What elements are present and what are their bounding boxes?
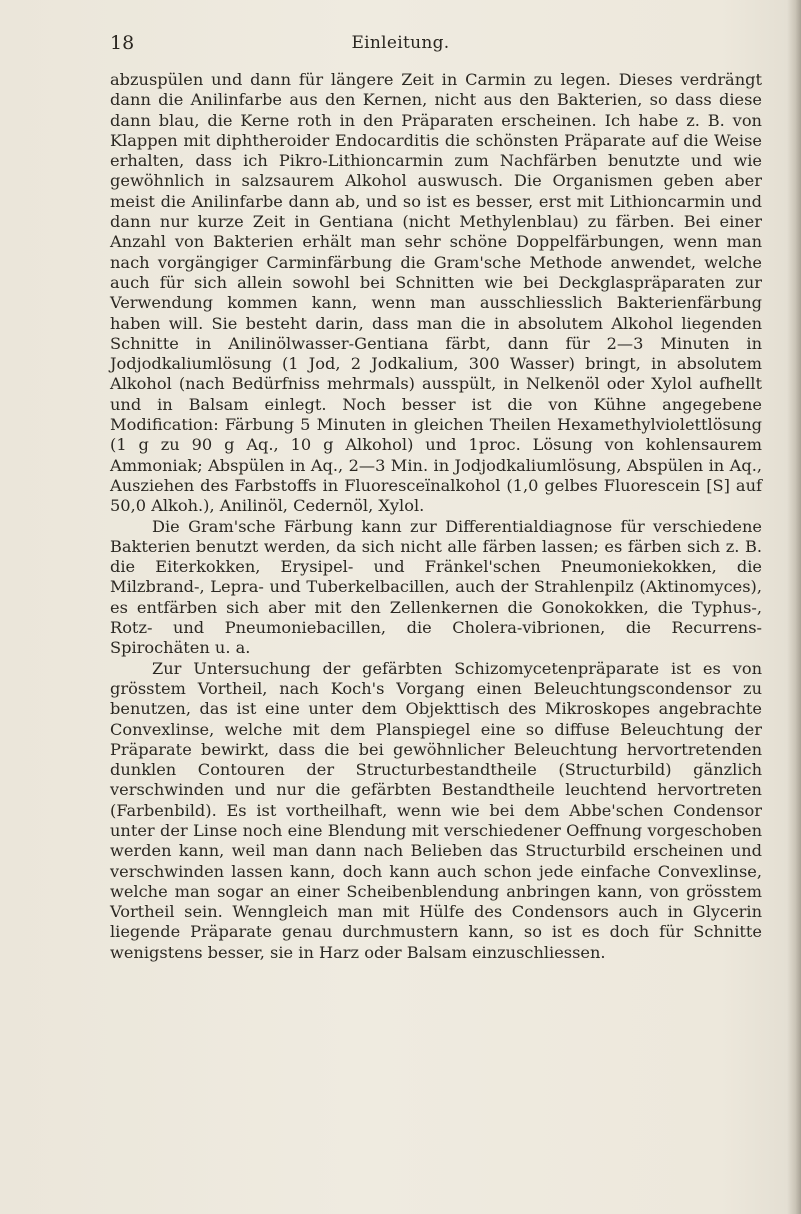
page-header: [0, 28, 801, 58]
paragraph: Die Gram'sche Färbung kann zur Differentialdiagnose für verschiedene Bakterien benutzt werden, da sich nicht alle färben lassen; es färben sich z. B. die Eiterkokken, Erysipel- und Fränkel'schen Pneumoniekokken, die Milzbrand-, Lepra- und Tuberkelbacillen, auch der Strahlenpilz (Aktinomyces), es entfärben sich aber mit den Zellenkernen die Gonokokken, die Typhus-, Rotz- und Pneumoniebacillen, die Cholera-vibrionen, die Recurrens-Spirochäten u. a.: [110, 516, 762, 658]
running-head: Einleitung.: [351, 33, 450, 53]
page-number: 18: [110, 32, 135, 54]
paragraph: abzuspülen und dann für längere Zeit in Carmin zu legen. Dieses verdrängt dann die Anilinfarbe aus den Kernen, nicht aus den Bakterien, so dass diese dann blau, die Kerne roth in den Präparaten erscheinen. Ich habe z. B. von Klappen mit diphtheroider Endocarditis die schönsten Präparate auf die Weise erhalten, dass ich Pikro-Lithioncarmin zum Nachfärben benutzte und wie gewöhnlich in salzsaurem Alkohol auswusch. Die Organismen geben aber meist die Anilinfarbe dann ab, und so ist es besser, erst mit Lithioncarmin und dann nur kurze Zeit in Gentiana (nicht Methylenblau) zu färben. Bei einer Anzahl von Bakterien erhält man sehr schöne Doppelfärbungen, wenn man nach vorgängiger Carminfärbung die Gram'sche Methode anwendet, welche auch für sich allein sowohl bei Schnitten wie bei Deckglaspräparaten zur Verwendung kommen kann, wenn man ausschliesslich Bakterienfärbung haben will. Sie besteht darin, dass man die in absolutem Alkohol liegenden Schnitte in Anilinölwasser-Gentiana färbt, dann für 2—3 Minuten in Jodjodkaliumlösung (1 Jod, 2 Jodkalium, 300 Wasser) bringt, in absolutem Alkohol (nach Bedürfniss mehrmals) ausspült, in Nelkenöl oder Xylol aufhellt und in Balsam einlegt. Noch besser ist die von Kühne angegebene Modification: Färbung 5 Minuten in gleichen Theilen Hexamethylviolettlösung (1 g zu 90 g Aq., 10 g Alkohol) und 1proc. Lösung von kohlensaurem Ammoniak; Abspülen in Aq., 2—3 Min. in Jodjodkaliumlösung, Abspülen in Aq., Ausziehen des Farbstoffs in Fluoresceïnalkohol (1,0 gelbes Fluorescein [S] auf 50,0 Alkoh.), Anilinöl, Cedernöl, Xylol.: [110, 70, 762, 516]
paragraph: Zur Untersuchung der gefärbten Schizomycetenpräparate ist es von grösstem Vortheil, nach Koch's Vorgang einen Beleuchtungscondensor zu benutzen, das ist eine unter dem Objekttisch des Mikroskopes angebrachte Convexlinse, welche mit dem Planspiegel eine so diffuse Beleuchtung der Präparate bewirkt, dass die bei gewöhnlicher Beleuchtung hervortretenden dunklen Contouren der Structurbestandtheile (Structurbild) gänzlich verschwinden und nur die gefärbten Bestandtheile leuchtend hervortreten (Farbenbild). Es ist vortheilhaft, wenn wie bei dem Abbe'schen Condensor unter der Linse noch eine Blendung mit verschiedener Oeffnung vorgeschoben werden kann, weil man dann nach Belieben das Structurbild erscheinen und verschwinden lassen kann, doch kann auch schon jede einfache Convexlinse, welche man sogar an einer Scheibenblendung anbringen kann, von grösstem Vortheil sein. Wenngleich man mit Hülfe des Condensors auch in Glycerin liegende Präparate genau durchmustern kann, so ist es doch für Schnitte wenigstens besser, sie in Harz oder Balsam einzuschliessen.: [110, 658, 762, 962]
page-edge-shadow: [787, 0, 801, 1214]
body-text: [110, 70, 762, 963]
